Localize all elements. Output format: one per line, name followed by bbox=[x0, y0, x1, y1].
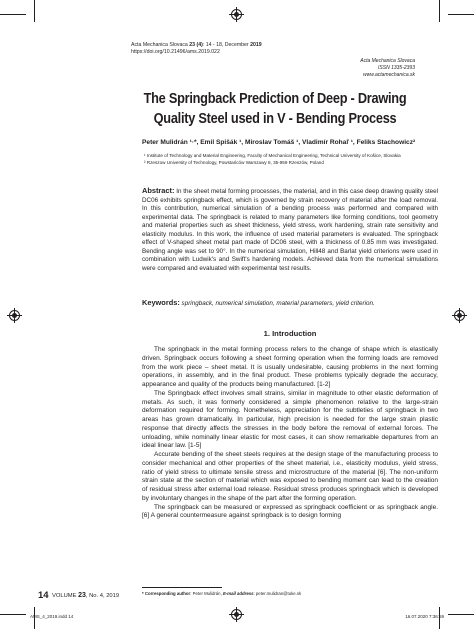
journal-block-name: Acta Mechanica Slovaca bbox=[360, 58, 415, 64]
email-label: E-mail address bbox=[222, 591, 254, 596]
crop-mark bbox=[0, 614, 26, 615]
keywords bbox=[142, 299, 438, 308]
paper-title-line: Quality Steel used in V - Bending Process bbox=[153, 110, 397, 127]
paragraph: The springback can be measured or expressed as springback coefficient or as springback angle. [6] A general countermeasure against springback is to design forming bbox=[142, 503, 438, 520]
journal-website-link[interactable]: www.actamechanica.sk bbox=[363, 71, 415, 78]
email-link[interactable]: : peter.mulidran@tuke.sk bbox=[253, 591, 302, 596]
crop-mark bbox=[439, 0, 440, 22]
page-number: 14 bbox=[38, 590, 49, 601]
journal-name: Acta Mechanica Slovaca bbox=[131, 42, 190, 48]
issue-info: , No. 4, 2019 bbox=[85, 593, 120, 599]
keywords-text: springback, numerical simulation, material parameters, yield criterion. bbox=[179, 300, 375, 307]
keywords-label: Keywords: bbox=[142, 298, 180, 307]
journal-pages: : 14 - 18, December bbox=[202, 42, 251, 48]
affiliation: ¹ Institute of Technology and Material Engineering, Faculty of Mechanical Engineering, Technical University of Košice, Slovakia bbox=[144, 153, 401, 158]
paper-title bbox=[136, 89, 413, 129]
footnote-rule bbox=[142, 587, 222, 588]
paragraph: The Springback effect involves small strains, similar in magnitude to other elastic deformation of metals. As such, it was formerly considered a simple phenomenon relative to the large-strain deformation required for forming. Nonetheless, appreciation for the subtleties of springback in two areas has grown dramatically. In particular, high precision is needed for the large strain plastic response that directly affects the stresses in the body before the removal of external forces. The unloading, while nominally linear elastic for most cases, it can show remarkable departures from an ideal linear law. [1-5] bbox=[142, 389, 438, 450]
journal-volume: 23 (4) bbox=[189, 42, 203, 48]
crop-mark bbox=[448, 614, 474, 615]
journal-year: 2019 bbox=[250, 42, 262, 48]
registration-mark-icon bbox=[231, 9, 242, 20]
paper-title-line: The Springback Prediction of Deep - Drawing bbox=[143, 90, 407, 107]
volume-number: 23 bbox=[78, 592, 86, 599]
crop-mark bbox=[0, 14, 26, 15]
paragraph: The springback in the metal forming process refers to the change of shape which is elastically driven. Springback occurs following a sheet forming operation when the forming loads are removed from the work piece – sheet metal. It is usually undesirable, causing problems in the next forming operations, in assembly, and in the final product. These problems typically degrade the accuracy, appearance and quality of the products being manufactured. [1-2] bbox=[142, 346, 438, 388]
registration-mark-icon bbox=[454, 310, 465, 321]
volume-label: VOLUME bbox=[52, 593, 79, 599]
volume-info bbox=[52, 592, 119, 599]
author-list: Peter Mulidrán ¹·*, Emil Spišák ¹, Miroslav Tomáš ¹, Vladimír Rohaľ ¹, Feliks Stachowicz² bbox=[142, 139, 416, 146]
abstract-text: In the sheet metal forming processes, the material, and in this case deep drawing quality steel DC06 exhibits springback effect, which is governed by strain recovery of material after the load removal. In this contribution, numerical simulation of a bending process was performed and compared with experimental data. The springback is related to many parameters like forming conditions, tool geometry and material properties such as sheet thickness, yield stress, work hardening, strain rate sensitivity and elasticity modulus. In this work, the influence of used material parameters is evaluated. The springback effect of V-shaped sheet metal part made of DC06 steel, with a thickness of 0.85 mm was investigated. Bending angle was set to 90°. In the numerical simulation, Hill48 and Barlat yield criterions were used in combination with Ludwik's and Swift's hardening models. Achieved data from the numerical simulations were compared and evaluated with experimental test results. bbox=[142, 188, 438, 272]
section-heading: 1. Introduction bbox=[263, 329, 317, 338]
registration-mark-icon bbox=[9, 310, 20, 321]
file-name: AMS_4_2019.indd 14 bbox=[30, 614, 74, 619]
registration-mark-icon bbox=[231, 609, 242, 620]
crop-mark bbox=[34, 0, 35, 22]
section-body bbox=[142, 346, 438, 521]
abstract bbox=[142, 187, 438, 273]
doi-link[interactable]: https://doi.org/10.21496/ams.2019.022 bbox=[131, 49, 220, 55]
journal-block-issn: ISSN 1335-2393 bbox=[378, 64, 415, 71]
corresponding-label: * Corresponding author bbox=[142, 591, 191, 596]
abstract-label: Abstract: bbox=[142, 186, 175, 195]
crop-mark bbox=[448, 14, 474, 15]
journal-issue-line bbox=[131, 42, 262, 56]
corresponding-author-note bbox=[142, 591, 301, 596]
print-timestamp: 16.07.2020 7:36:59 bbox=[405, 614, 444, 619]
journal-block bbox=[360, 58, 415, 78]
affiliation: ² Rzeszow University of Technology, Powstańców Warszawy 8, 35-959 Rzeszów, Poland bbox=[144, 160, 324, 165]
paragraph: Accurate bending of the sheet steels requires at the design stage of the manufacturing process to consider mechanical and other properties of the sheet material, i.e., elasticity modulus, yield stress, ratio of yield stress to ultimate tensile stress and microstructure of the material [6]. The non-uniform strain state at the section of material which was exposed to bending moment can lead to the creation of residual stress after external load release. Residual stress produces springback which is developed by involuntary changes in the shape of the part after the forming operation. bbox=[142, 451, 438, 502]
corresponding-name: : Peter Mulidrán, bbox=[190, 591, 223, 596]
